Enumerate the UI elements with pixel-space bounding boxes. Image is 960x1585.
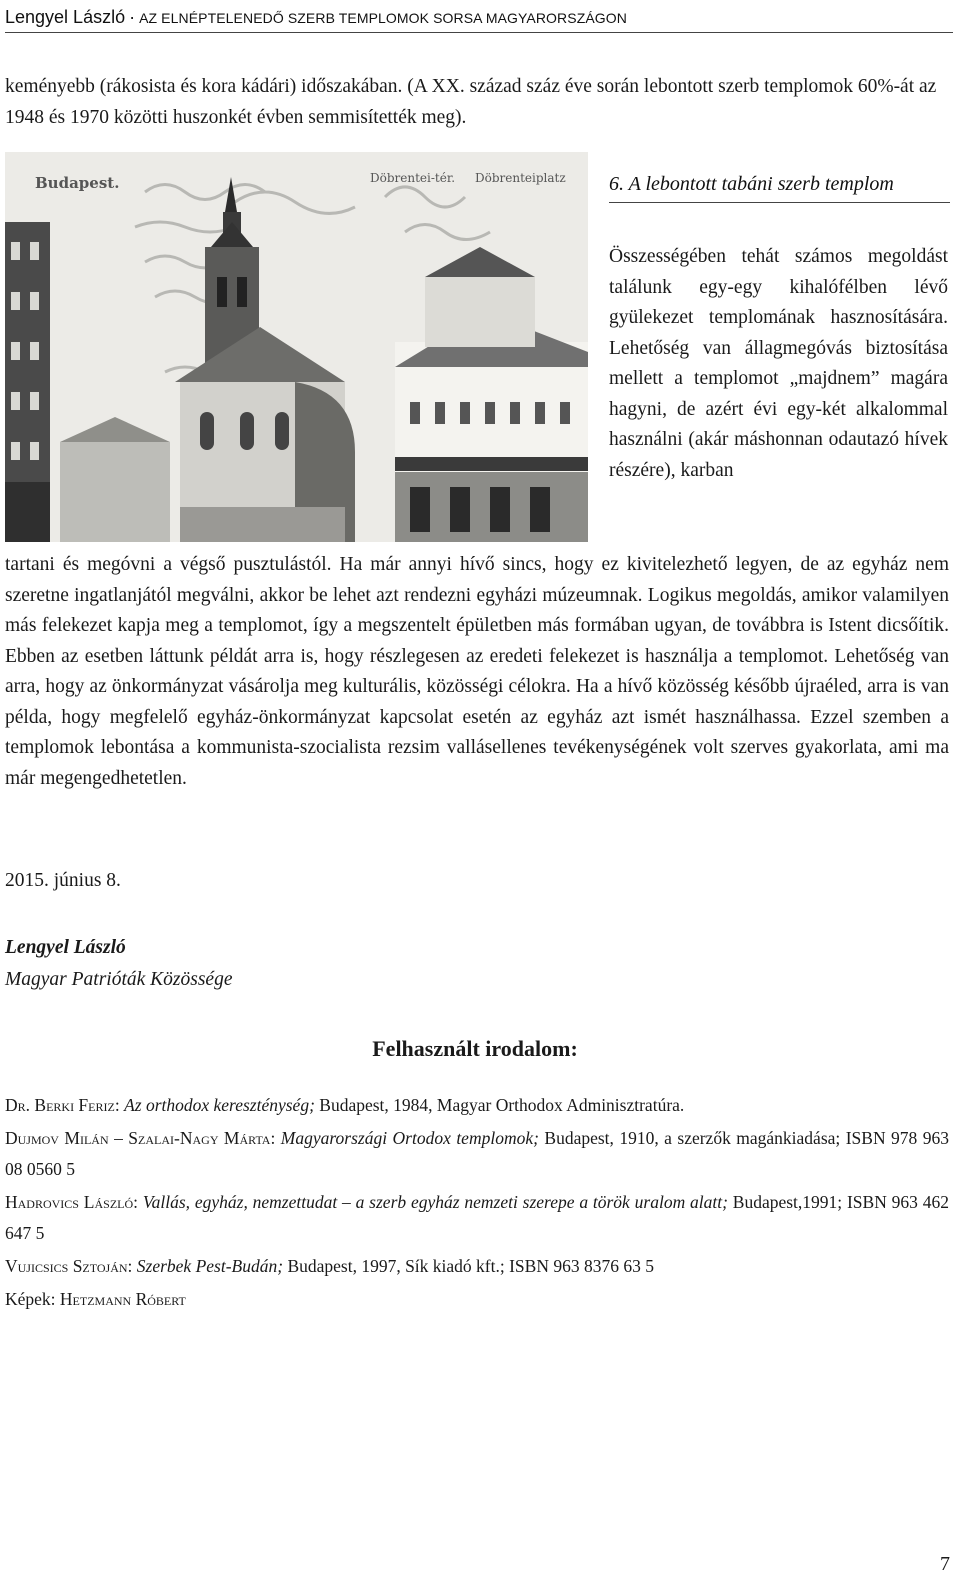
image-credit-label: Képek:: [5, 1289, 56, 1309]
literature-heading: Felhasznált irodalom:: [372, 1036, 578, 1061]
reference-item: [5, 1090, 949, 1121]
signature-block: [5, 932, 232, 996]
photo-label-square: Döbrentei-tér.: [370, 171, 456, 185]
header-title: AZ ELNÉPTELENEDŐ SZERB TEMPLOMOK SORSA MAGYARORSZÁGON: [139, 10, 627, 26]
reference-author: Dr. Berki Feriz:: [5, 1095, 120, 1115]
reference-item: [5, 1187, 949, 1249]
reference-title: Az orthodox kereszténység;: [124, 1095, 315, 1115]
date: 2015. június 8.: [5, 870, 121, 891]
photo-label-city: Budapest.: [35, 174, 120, 192]
church-photo: [5, 152, 588, 542]
reference-list: [5, 1090, 949, 1317]
photo-label-square-de: Döbrenteiplatz: [475, 171, 566, 185]
reference-author: Dujmov Milán – Szalai-Nagy Márta:: [5, 1128, 276, 1148]
image-credit: [5, 1284, 949, 1315]
reference-title: Magyarországi Ortodox templomok;: [280, 1128, 539, 1148]
reference-author: Hadrovics László:: [5, 1192, 139, 1212]
reference-details: Budapest, 1984, Magyar Orthodox Adminisztratúra.: [319, 1095, 685, 1115]
reference-item: [5, 1251, 949, 1282]
figure-caption: 6. A lebontott tabáni szerb templom: [609, 168, 950, 203]
intro-paragraph: keményebb (rákosista és kora kádári) időszakában. (A XX. század száz éve során lebontott szerb templomok 60%-át az 1948 és 1970 közötti huszonkét évben semmisítették meg).: [5, 76, 937, 128]
main-paragraph: tartani és megóvni a végső pusztulástól. Ha már annyi hívő sincs, hogy ez kivitelezhető legyen, de az egyház nem szeretne ingatlanjától megválni, akkor be lehet azt rendezni egyházi múzeumnak. Logikus megoldás, amikor valamilyen más felekezet kapja meg a templomot, így a megszentelt épületben más formában ugyan, de továbbra is Istent dicsőítik. Ebben az esetben láttunk példát arra is, hogy részlegesen az eredeti felekezet is használja a templomot. Lehetőség van arra, hogy az önkormányzat vásárolja meg kulturális, közösségi célokra. Ha a hívő közösség később újraéled, arra is van példa, hogy megfelelő egyház-önkormányzat kapcsolat esetén az egyház azt ismét használhassa. Ezzel szemben a templomok lebontása a kommunista-szocialista rezsim vallásellenes tevékenységének volt szerves gyakorlata, ami ma már megengedhetetlen.: [5, 554, 949, 789]
reference-title: Vallás, egyház, nemzettudat – a szerb egyház nemzeti szerepe a török uralom alatt;: [142, 1192, 728, 1212]
image-credit-name: Hetzmann Róbert: [59, 1289, 186, 1309]
reference-author: Vujicsics Sztoján:: [5, 1256, 133, 1276]
church-illustration: [5, 152, 588, 542]
page-number: 7: [940, 1553, 950, 1575]
reference-title: Szerbek Pest-Budán;: [136, 1256, 284, 1276]
header-separator: ·: [129, 7, 136, 27]
reference-details: Budapest, 1997, Sík kiadó kft.; ISBN 963 8376 63 5: [287, 1256, 654, 1276]
header-author: Lengyel László: [5, 7, 126, 27]
reference-details: Budapest,1991; ISBN 963 462 647 5: [5, 1192, 949, 1243]
side-paragraph: Összességében tehát számos megoldást találunk egy-egy kihalófélben lévő gyülekezet templomának hasznosítására. Lehetőség van állagmegóvás biztosítása mellett a templomot „majdnem” magára hagyni, de azért évi egy-két alkalommal használni (akár máshonnan odautazó hívek részére), karban: [609, 246, 948, 481]
reference-details: Budapest, 1910, a szerzők magánkiadása; ISBN 978 963 08 0560 5: [5, 1128, 949, 1179]
author-name: Lengyel László: [5, 937, 126, 958]
reference-item: [5, 1123, 949, 1185]
running-header: [5, 4, 953, 33]
author-organization: Magyar Patrióták Közössége: [5, 969, 233, 990]
